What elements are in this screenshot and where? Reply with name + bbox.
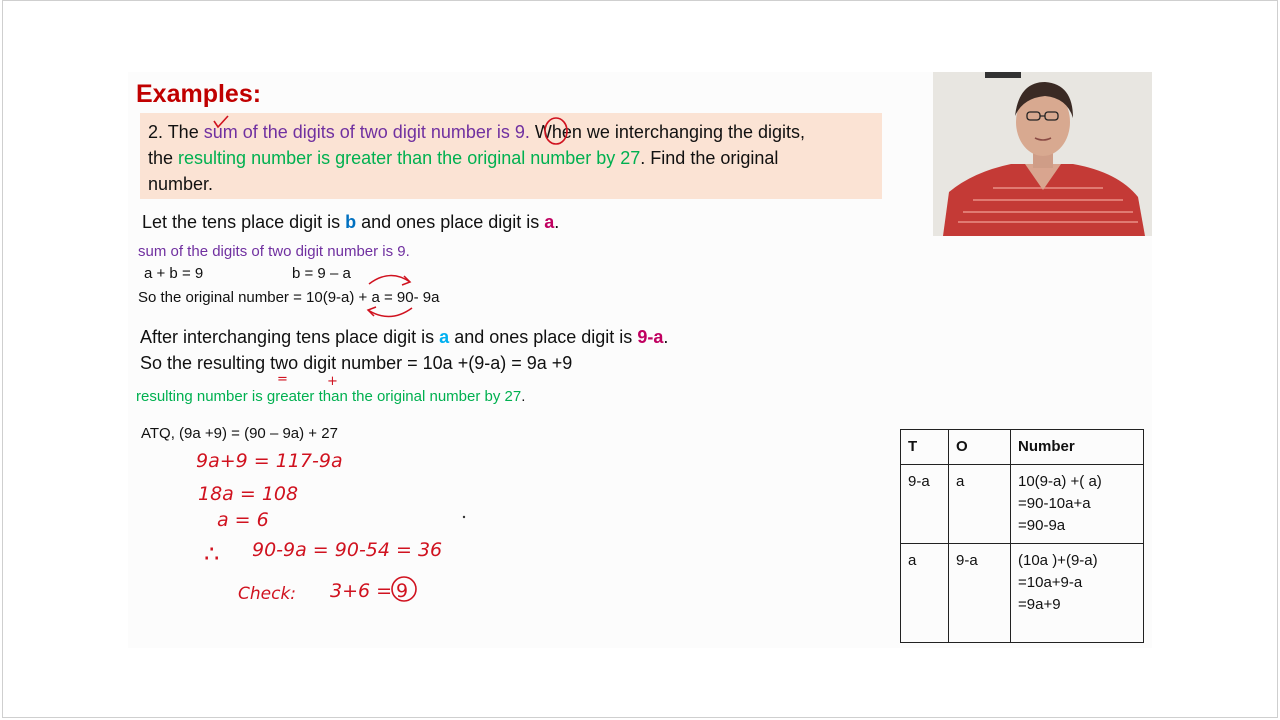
column-header: Number bbox=[1011, 430, 1144, 465]
atq-line: ATQ, (9a +9) = (90 – 9a) + 27 bbox=[141, 425, 338, 442]
var-a-cyan: a bbox=[439, 327, 450, 347]
question-line-3: number. bbox=[148, 174, 214, 194]
therefore-symbol: ∴ bbox=[204, 540, 220, 568]
column-header: T bbox=[901, 430, 949, 465]
var-b: b bbox=[345, 212, 357, 232]
table-row bbox=[901, 465, 1144, 544]
handwritten-equals-mark: = bbox=[277, 372, 288, 387]
resulting-green-line: resulting number is greater than the original number by 27. bbox=[136, 388, 526, 405]
equation-b: b = 9 – a bbox=[292, 265, 351, 282]
var-a: a bbox=[544, 212, 555, 232]
handwritten-check-expression: 3+6 = bbox=[330, 580, 393, 602]
cell-ones: 9-a bbox=[949, 544, 1011, 643]
let-statement: Let the tens place digit is b and ones place digit is a. bbox=[142, 212, 560, 232]
sum-line: sum of the digits of two digit number is 9. bbox=[138, 243, 410, 260]
slide-title: Examples: bbox=[136, 80, 262, 108]
original-number-line: So the original number = 10(9-a) + a = 90- 9a bbox=[138, 289, 440, 306]
column-header: O bbox=[949, 430, 1011, 465]
cell-ones: a bbox=[949, 465, 1011, 544]
handwritten-line-1: 9a+9 = 117-9a bbox=[196, 450, 343, 472]
sum-phrase: sum of the digits of two digit number is 9 bbox=[203, 122, 525, 142]
handwritten-line-2: 18a = 108 bbox=[198, 483, 299, 505]
result-phrase: resulting number is greater than the original number by 27 bbox=[178, 148, 641, 168]
handwritten-check-label: Check: bbox=[238, 584, 297, 604]
question-line-2: the resulting number is greater than the original number by 27. Find the original bbox=[148, 148, 779, 168]
digits-table bbox=[900, 429, 1144, 643]
presenter-image bbox=[933, 72, 1152, 236]
resulting-number-line: So the resulting two digit number = 10a +(9-a) = 9a +9 bbox=[140, 353, 573, 373]
cell-number: (10a )+(9-a) =10a+9-a =9a+9 bbox=[1011, 544, 1144, 643]
cell-tens: 9-a bbox=[901, 465, 949, 544]
var-9-a: 9-a bbox=[637, 327, 664, 347]
handwritten-line-3: a = 6 bbox=[217, 509, 269, 531]
question-line-1: 2. The sum of the digits of two digit number is 9. When we interchanging the digits, bbox=[148, 122, 806, 142]
handwritten-plus-mark: + bbox=[327, 374, 338, 389]
cell-tens: a bbox=[901, 544, 949, 643]
equation-a-plus-b: a + b = 9 bbox=[144, 265, 204, 282]
webcam-feed bbox=[933, 72, 1152, 236]
question-box bbox=[140, 113, 882, 199]
after-interchange-line: After interchanging tens place digit is a and ones place digit is 9-a. bbox=[140, 327, 669, 347]
handwritten-line-4: 90-9a = 90-54 = 36 bbox=[252, 539, 443, 561]
table-row bbox=[901, 544, 1144, 643]
handwritten-circled-9: 9 bbox=[396, 580, 409, 602]
table-header-row bbox=[901, 430, 1144, 465]
cell-number: 10(9-a) +( a) =90-10a+a =90-9a bbox=[1011, 465, 1144, 544]
